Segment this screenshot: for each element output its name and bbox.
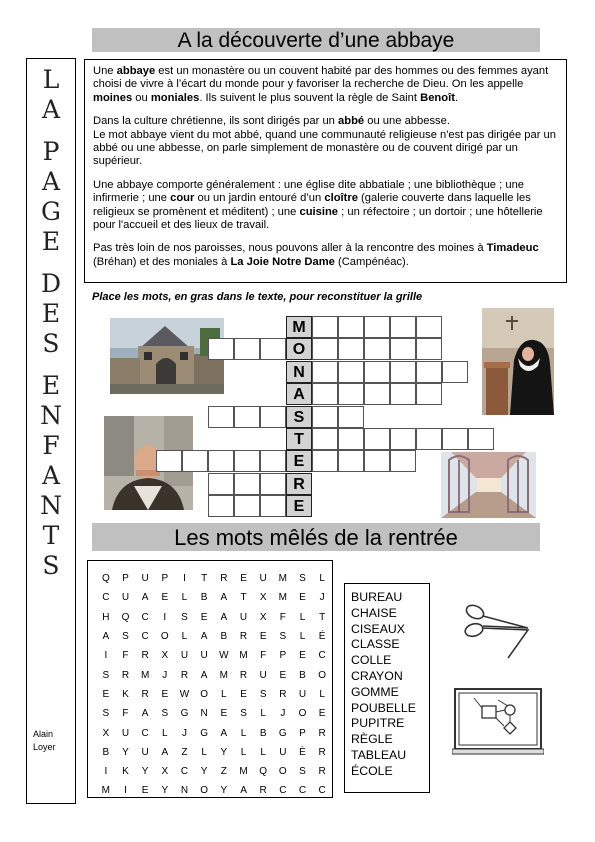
wordsearch-letter: S: [161, 708, 169, 720]
crossword-key-cell: T: [286, 428, 312, 450]
wordsearch-letter: U: [200, 650, 208, 662]
bold-keyword: moniales: [150, 91, 200, 104]
word-list-item: PUPITRE: [351, 716, 405, 731]
crossword-cell: [390, 338, 416, 360]
crossword-key-cell: R: [286, 473, 312, 495]
wordsearch-letter: S: [102, 669, 110, 681]
word-list-item: CISEAUX: [351, 621, 405, 636]
wordsearch-row: [96, 569, 332, 588]
wordsearch-letter: B: [259, 727, 267, 739]
crossword-cell: [390, 316, 416, 338]
crossword-cell: [234, 338, 260, 360]
crossword-cell: [416, 338, 442, 360]
bold-keyword: Timadeuc: [486, 242, 539, 255]
crossword-cell: [338, 316, 364, 338]
side-letter: T: [42, 521, 60, 550]
crossword-cell: [364, 338, 390, 360]
bold-keyword: abbaye: [116, 65, 156, 77]
wordsearch-row: [96, 704, 332, 723]
wordsearch-letter: Z: [181, 746, 188, 758]
crossword-cell: [338, 428, 364, 450]
scissors-icon: [462, 600, 532, 660]
wordsearch-letter: Y: [200, 766, 208, 778]
wordsearch-letter: E: [279, 669, 287, 681]
wordsearch-letter: R: [279, 688, 287, 700]
crossword-cell: [312, 450, 338, 472]
wordsearch-letter: Q: [121, 611, 130, 623]
crossword-cell: [234, 406, 260, 428]
text-run: Pas très loin de nos paroisses, nous pouvons aller à la rencontre des moines à: [93, 242, 487, 255]
wordsearch-letter: F: [260, 650, 267, 662]
wordsearch-letter: J: [280, 708, 286, 720]
wordsearch-letter: J: [319, 592, 325, 604]
wordsearch-letter: E: [259, 631, 267, 643]
wordsearch-letter: O: [200, 785, 209, 797]
crossword-cell: [338, 383, 364, 405]
side-letter: D: [40, 269, 62, 298]
crossword-cell: [312, 428, 338, 450]
crossword-cell: [364, 383, 390, 405]
wordsearch-letter: È: [299, 746, 306, 758]
wordsearch-letter: C: [141, 727, 149, 739]
text-run: Une abbaye comporte généralement : une église dite abbatiale ; une bibliothèque ; une infirmerie ; une: [93, 178, 525, 205]
wordsearch-letter: L: [240, 746, 247, 758]
crossword-cell: [208, 450, 234, 472]
wordsearch-letter: N: [200, 708, 208, 720]
wordsearch-letter: E: [299, 592, 306, 604]
word-list-item: BUREAU: [351, 590, 403, 604]
author-credit: [33, 728, 56, 754]
wordsearch-letter: B: [102, 746, 110, 758]
bold-keyword: cuisine: [299, 205, 339, 218]
text-run: (Campénéac).: [334, 255, 409, 268]
crossword-key-cell: N: [286, 361, 312, 383]
wordsearch-letter: U: [141, 746, 149, 758]
crossword-cell: [234, 473, 260, 495]
text-run: ou un jardin entouré d’un: [194, 192, 325, 205]
crossword-cell: [390, 383, 416, 405]
wordsearch-letter: E: [141, 785, 149, 797]
wordsearch-letter: I: [183, 573, 186, 585]
crossword-cell: [312, 383, 338, 405]
wordsearch-letter: K: [122, 688, 129, 700]
wordsearch-letter: C: [318, 650, 326, 662]
wordsearch-letter: A: [161, 746, 169, 758]
wordsearch-letter: L: [181, 631, 188, 643]
wordsearch-letter: A: [200, 669, 208, 681]
crossword-cell: [390, 361, 416, 383]
wordsearch-letter: L: [319, 688, 325, 700]
wordsearch-letter: W: [179, 688, 190, 700]
bold-keyword: moines: [93, 91, 133, 104]
wordsearch-letter: P: [279, 650, 287, 662]
text-run: ; un réfectoire ; un dortoir ; une hôtellerie pour l'accueil et des lieux de travail.: [93, 205, 543, 232]
wordsearch-letter: M: [278, 573, 287, 585]
word-list-item: TABLEAU: [351, 747, 407, 762]
wordsearch-letter: S: [259, 688, 267, 700]
wordsearch-letter: E: [161, 592, 169, 604]
wordsearch-letter: Y: [220, 746, 228, 758]
wordsearch-letter: U: [259, 669, 267, 681]
paragraph-3: [93, 179, 558, 233]
text-run: ou: [132, 91, 151, 104]
wordsearch-letter: R: [121, 669, 130, 681]
wordsearch-letter: R: [318, 727, 326, 739]
crossword-cell: [364, 361, 390, 383]
text-run: est un monastère ou un couvent habité par des hommes ou des femmes ayant choisi de vivre à l’écart du monde pour y favoriser la recherche de Dieu. On les appelle: [93, 65, 549, 91]
wordsearch-letter: F: [122, 650, 129, 662]
text-run: Dans la culture chrétienne, ils sont dirigés par un: [93, 115, 339, 128]
crossword-cell: [312, 338, 338, 360]
wordsearch-letter: R: [318, 766, 326, 778]
wordsearch-letter: Y: [220, 785, 228, 797]
wordsearch-letter: M: [219, 669, 228, 681]
wordsearch-row: [96, 646, 332, 665]
crossword-cell: [260, 338, 286, 360]
crossword-cell: [338, 406, 364, 428]
wordsearch-letter: E: [161, 688, 169, 700]
wordsearch-letter: B: [200, 592, 208, 604]
wordsearch-letter: T: [319, 611, 326, 623]
cloister-drawing: [441, 452, 536, 518]
wordsearch-letter: P: [299, 727, 306, 739]
side-letter: L: [42, 65, 60, 94]
wordsearch-letter: I: [124, 785, 127, 797]
wordsearch-letter: L: [240, 727, 247, 739]
wordsearch-letter: Y: [141, 766, 149, 778]
wordsearch-letter: C: [102, 592, 110, 604]
bold-keyword: La Joie Notre Dame: [230, 255, 335, 268]
wordsearch-row: [96, 781, 332, 800]
wordsearch-letter: R: [141, 688, 149, 700]
crossword-cell: [338, 338, 364, 360]
side-banner: [26, 58, 76, 804]
wordsearch-letter: I: [163, 611, 167, 623]
text-run: ou une abbesse.: [364, 115, 450, 128]
side-letter: A: [41, 95, 61, 124]
wordsearch-letter: É: [318, 631, 326, 643]
crossword-cell: [312, 361, 338, 383]
wordsearch-letter: A: [102, 631, 110, 643]
wordsearch-letter: U: [279, 746, 287, 758]
crossword-cell: [260, 473, 286, 495]
wordsearch-letter: O: [318, 669, 327, 681]
wordsearch-letter: Y: [122, 746, 129, 758]
crossword-cell: [234, 495, 260, 517]
wordsearch-letter: C: [279, 785, 287, 797]
wordsearch-letter: R: [239, 631, 248, 643]
wordsearch-letter: R: [239, 669, 248, 681]
wordsearch-letter: E: [220, 708, 228, 720]
wordsearch-letter: A: [200, 631, 208, 643]
wordsearch-letter: M: [140, 669, 150, 681]
wordsearch-letter: A: [220, 727, 228, 739]
crossword-cell: [468, 428, 494, 450]
crossword-cell: [156, 450, 182, 472]
crossword-cell: [208, 338, 234, 360]
abbey-gate-photo: [110, 318, 224, 394]
crossword-cell: [338, 450, 364, 472]
wordsearch-letter: X: [259, 611, 267, 623]
side-banner-letters: [27, 65, 75, 581]
wordsearch-letter: G: [180, 708, 189, 720]
wordsearch-letter: B: [299, 669, 306, 681]
wordsearch-letter: R: [318, 746, 326, 758]
crossword-cell: [416, 361, 442, 383]
wordsearch-letter: S: [240, 708, 247, 720]
wordsearch-letter: N: [180, 785, 189, 797]
wordsearch-letter: C: [141, 631, 149, 643]
crossword-instruction: Place les mots, en gras dans le texte, pour reconstituer la grille: [92, 291, 423, 303]
crossword-cell: [234, 450, 260, 472]
wordsearch-letter: G: [278, 727, 287, 739]
wordsearch-letter: W: [219, 650, 229, 662]
bold-keyword: cour: [170, 192, 195, 205]
crossword-key-cell: M: [286, 316, 312, 338]
wordsearch-letter: U: [259, 573, 267, 585]
wordsearch-letter: K: [122, 766, 129, 778]
section-title-wordsearch: Les mots mêlés de la rentrée: [92, 523, 540, 551]
wordsearch-letter: A: [220, 611, 228, 623]
wordsearch-row: [96, 685, 332, 704]
side-letter: G: [41, 197, 61, 226]
crossword-cell: [338, 361, 364, 383]
wordsearch-table: [96, 569, 332, 801]
wordsearch-letter: L: [319, 573, 325, 585]
crossword-cell: [208, 406, 234, 428]
abbey-text-box: [84, 59, 567, 283]
word-list-item: RÈGLE: [351, 732, 393, 747]
wordsearch-letter: U: [121, 592, 130, 604]
side-letter: A: [41, 461, 61, 490]
text-run: Le mot abbaye vient du mot abbé, quand une communauté religieuse n'est pas dirigée par un abbé ou une abbesse, on parle simplement de monastère ou de couvent dirigé par un supérieur.: [93, 128, 556, 168]
wordsearch-letter: U: [180, 650, 189, 662]
wordsearch-row: [96, 723, 332, 742]
wordsearch-letter: S: [102, 708, 110, 720]
wordsearch-letter: R: [141, 650, 149, 662]
side-letter: N: [40, 401, 62, 430]
bold-keyword: cloître: [324, 192, 358, 205]
word-list-item: POUBELLE: [351, 700, 416, 715]
wordsearch-letter: Y: [161, 785, 169, 797]
wordsearch-letter: L: [260, 746, 266, 758]
wordsearch-letter: F: [279, 611, 286, 623]
text-run: . Ils suivent le plus souvent la règle de Saint: [199, 91, 421, 104]
wordsearch-letter: R: [180, 669, 189, 681]
crossword-cell: [182, 450, 208, 472]
wordsearch-letter: E: [240, 688, 247, 700]
nun-reading-photo: [482, 308, 554, 415]
side-letter: E: [41, 371, 61, 400]
word-list-item: ÉCOLE: [351, 763, 393, 778]
wordsearch-letter: X: [102, 727, 110, 739]
wordsearch-letter: E: [200, 611, 208, 623]
wordsearch-letter: L: [299, 611, 306, 623]
wordsearch-letter: T: [201, 573, 208, 585]
wordsearch-letter: S: [299, 573, 306, 585]
crossword-cell: [416, 316, 442, 338]
wordsearch-grid: [87, 560, 333, 798]
crossword-cell: [442, 428, 468, 450]
wordsearch-letter: C: [298, 785, 307, 797]
wordsearch-letter: C: [141, 611, 149, 623]
wordsearch-letter: L: [181, 592, 188, 604]
author-first-name: Alain: [33, 729, 54, 739]
side-letter: F: [42, 431, 60, 460]
wordsearch-letter: A: [240, 785, 247, 797]
crossword-key-cell: S: [286, 406, 312, 428]
crossword-key-cell: O: [286, 338, 312, 360]
wordsearch-letter: M: [239, 650, 248, 662]
word-list-item: COLLE: [351, 653, 392, 668]
wordsearch-letter: U: [121, 727, 130, 739]
wordsearch-letter: J: [162, 669, 168, 681]
word-list-item: CRAYON: [351, 668, 403, 683]
wordsearch-letter: E: [299, 650, 306, 662]
paragraph-4: [93, 242, 558, 269]
wordsearch-letter: O: [160, 631, 169, 643]
wordsearch-letter: R: [259, 785, 267, 797]
side-letter: N: [40, 491, 62, 520]
crossword-cell: [208, 473, 234, 495]
wordsearch-letter: X: [161, 650, 169, 662]
wordsearch-letter: O: [298, 708, 307, 720]
wordsearch-letter: A: [141, 708, 149, 720]
wordsearch-letter: U: [239, 611, 248, 623]
crossword-cell: [416, 428, 442, 450]
wordsearch-letter: L: [221, 688, 227, 700]
crossword-cell: [364, 450, 390, 472]
wordsearch-letter: M: [278, 592, 287, 604]
word-list: [344, 583, 430, 793]
wordsearch-row: [96, 608, 332, 627]
wordsearch-letter: O: [200, 688, 209, 700]
author-last-name: Loyer: [33, 742, 56, 752]
wordsearch-letter: P: [161, 573, 169, 585]
bold-keyword: abbé: [338, 115, 365, 128]
wordsearch-letter: C: [318, 785, 326, 797]
wordsearch-letter: H: [102, 611, 110, 623]
wordsearch-letter: L: [260, 708, 266, 720]
side-letter: E: [41, 227, 61, 256]
text-run: .: [454, 91, 459, 104]
crossword-cell: [260, 495, 286, 517]
wordsearch-letter: C: [180, 766, 189, 778]
side-letter: S: [42, 551, 60, 580]
wordsearch-letter: U: [298, 688, 307, 700]
side-letter: A: [41, 167, 61, 196]
side-letter: P: [42, 137, 60, 166]
wordsearch-letter: L: [299, 631, 306, 643]
wordsearch-letter: O: [278, 766, 287, 778]
wordsearch-letter: A: [141, 592, 149, 604]
wordsearch-letter: J: [181, 727, 187, 739]
wordsearch-letter: F: [122, 708, 129, 720]
text-run: (Bréhan) et des moniales à: [93, 255, 231, 268]
wordsearch-letter: Q: [101, 573, 110, 585]
crossword-cell: [364, 316, 390, 338]
wordsearch-row: [96, 588, 332, 607]
wordsearch-letter: S: [299, 766, 306, 778]
wordsearch-letter: L: [162, 727, 168, 739]
crossword-cell: [390, 428, 416, 450]
crossword-cell: [442, 361, 468, 383]
page-title: A la découverte d’une abbaye: [92, 28, 540, 52]
wordsearch-letter: L: [201, 746, 207, 758]
wordsearch-letter: P: [122, 573, 129, 585]
wordsearch-letter: U: [141, 573, 149, 585]
wordsearch-letter: M: [239, 766, 248, 778]
wordsearch-row: [96, 665, 332, 684]
wordsearch-letter: T: [240, 592, 247, 604]
paragraph-1: [93, 65, 558, 105]
side-letter: E: [41, 299, 61, 328]
crossword-cell: [260, 406, 286, 428]
wordsearch-letter: R: [220, 573, 228, 585]
wordsearch-letter: Z: [220, 766, 227, 778]
wordsearch-letter: Q: [259, 766, 268, 778]
wordsearch-letter: S: [122, 631, 129, 643]
crossword-key-cell: A: [286, 383, 312, 405]
crossword-cell: [260, 450, 286, 472]
side-letter: S: [42, 329, 60, 358]
wordsearch-letter: B: [220, 631, 228, 643]
blackboard-icon: [452, 686, 544, 758]
crossword-cell: [416, 383, 442, 405]
wordsearch-letter: G: [200, 727, 209, 739]
crossword-key-cell: E: [286, 495, 312, 517]
text-run: Une: [93, 65, 117, 77]
wordsearch-letter: M: [101, 785, 110, 797]
crossword-cell: [208, 495, 234, 517]
crossword-cell: [312, 316, 338, 338]
word-list-item: GOMME: [351, 684, 399, 699]
wordsearch-letter: E: [240, 573, 247, 585]
wordsearch-letter: S: [181, 611, 188, 623]
wordsearch-letter: X: [161, 766, 169, 778]
wordsearch-letter: X: [259, 592, 267, 604]
crossword-cell: [390, 450, 416, 472]
wordsearch-row: [96, 762, 332, 781]
bold-keyword: Benoît: [420, 91, 455, 104]
text-run: (galerie couverte dans laquelle les religieux se promènent et méditent) ; une: [93, 192, 531, 218]
wordsearch-letter: E: [318, 708, 326, 720]
wordsearch-letter: E: [102, 688, 110, 700]
crossword-key-cell: E: [286, 450, 312, 472]
word-list-item: CHAISE: [351, 605, 397, 620]
word-list-item: CLASSE: [351, 637, 400, 652]
wordsearch-row: [96, 627, 332, 646]
wordsearch-row: [96, 743, 332, 762]
wordsearch-letter: I: [104, 766, 108, 778]
wordsearch-letter: I: [104, 650, 108, 662]
wordsearch-letter: S: [279, 631, 287, 643]
crossword-cell: [364, 428, 390, 450]
paragraph-2: [93, 115, 558, 169]
crossword-cell: [312, 406, 338, 428]
wordsearch-letter: A: [220, 592, 228, 604]
